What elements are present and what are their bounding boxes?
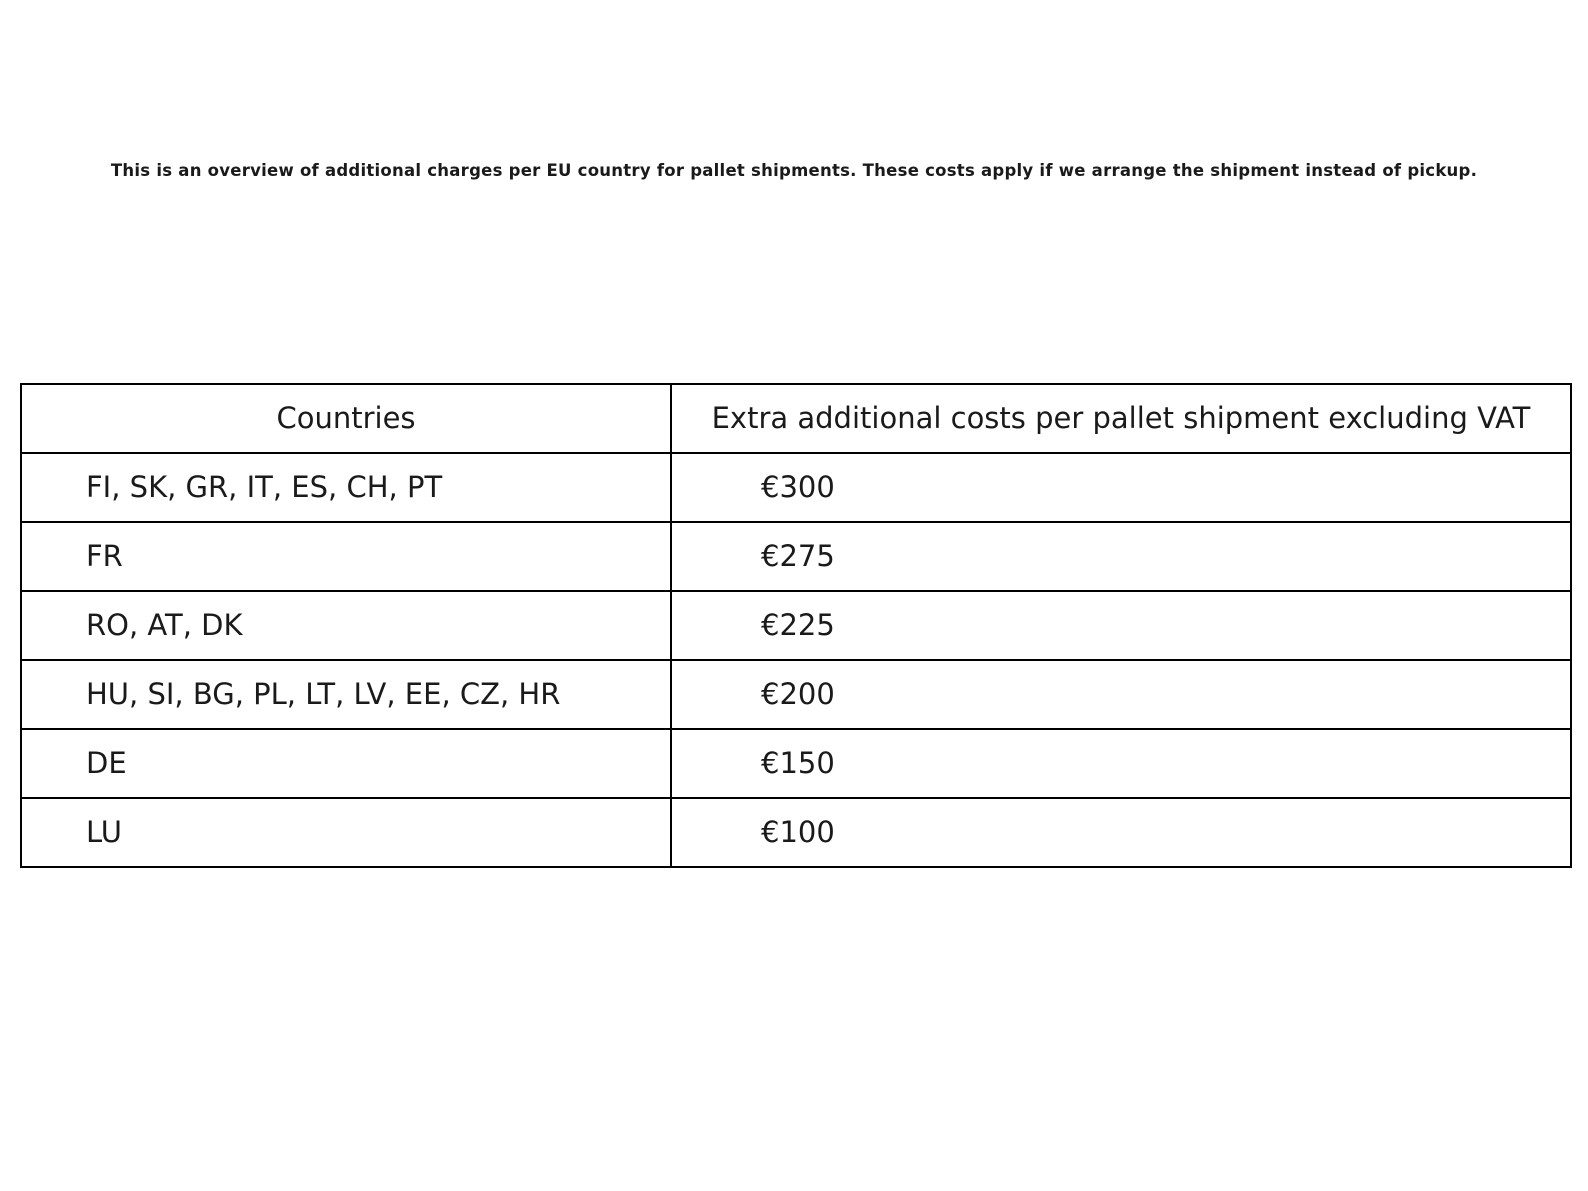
table-row bbox=[21, 453, 1571, 522]
table-row bbox=[21, 798, 1571, 867]
table-body bbox=[21, 453, 1571, 867]
table-row bbox=[21, 591, 1571, 660]
table-header-row bbox=[21, 384, 1571, 453]
intro-text: This is an overview of additional charges per EU country for pallet shipments. These costs apply if we arrange the shipment instead of pickup. bbox=[110, 161, 1478, 180]
table-row bbox=[21, 729, 1571, 798]
countries-cell: FR bbox=[21, 522, 671, 591]
cost-cell: €225 bbox=[671, 591, 1571, 660]
cost-cell: €275 bbox=[671, 522, 1571, 591]
extra-costs-column-header: Extra additional costs per pallet shipment excluding VAT bbox=[671, 384, 1571, 453]
table-row bbox=[21, 522, 1571, 591]
countries-column-header: Countries bbox=[21, 384, 671, 453]
countries-cell: DE bbox=[21, 729, 671, 798]
countries-cell: LU bbox=[21, 798, 671, 867]
countries-cell: FI, SK, GR, IT, ES, CH, PT bbox=[21, 453, 671, 522]
countries-cell: HU, SI, BG, PL, LT, LV, EE, CZ, HR bbox=[21, 660, 671, 729]
cost-cell: €100 bbox=[671, 798, 1571, 867]
cost-cell: €300 bbox=[671, 453, 1571, 522]
cost-cell: €150 bbox=[671, 729, 1571, 798]
countries-cell: RO, AT, DK bbox=[21, 591, 671, 660]
table-row bbox=[21, 660, 1571, 729]
pallet-charges-table bbox=[20, 383, 1572, 868]
cost-cell: €200 bbox=[671, 660, 1571, 729]
